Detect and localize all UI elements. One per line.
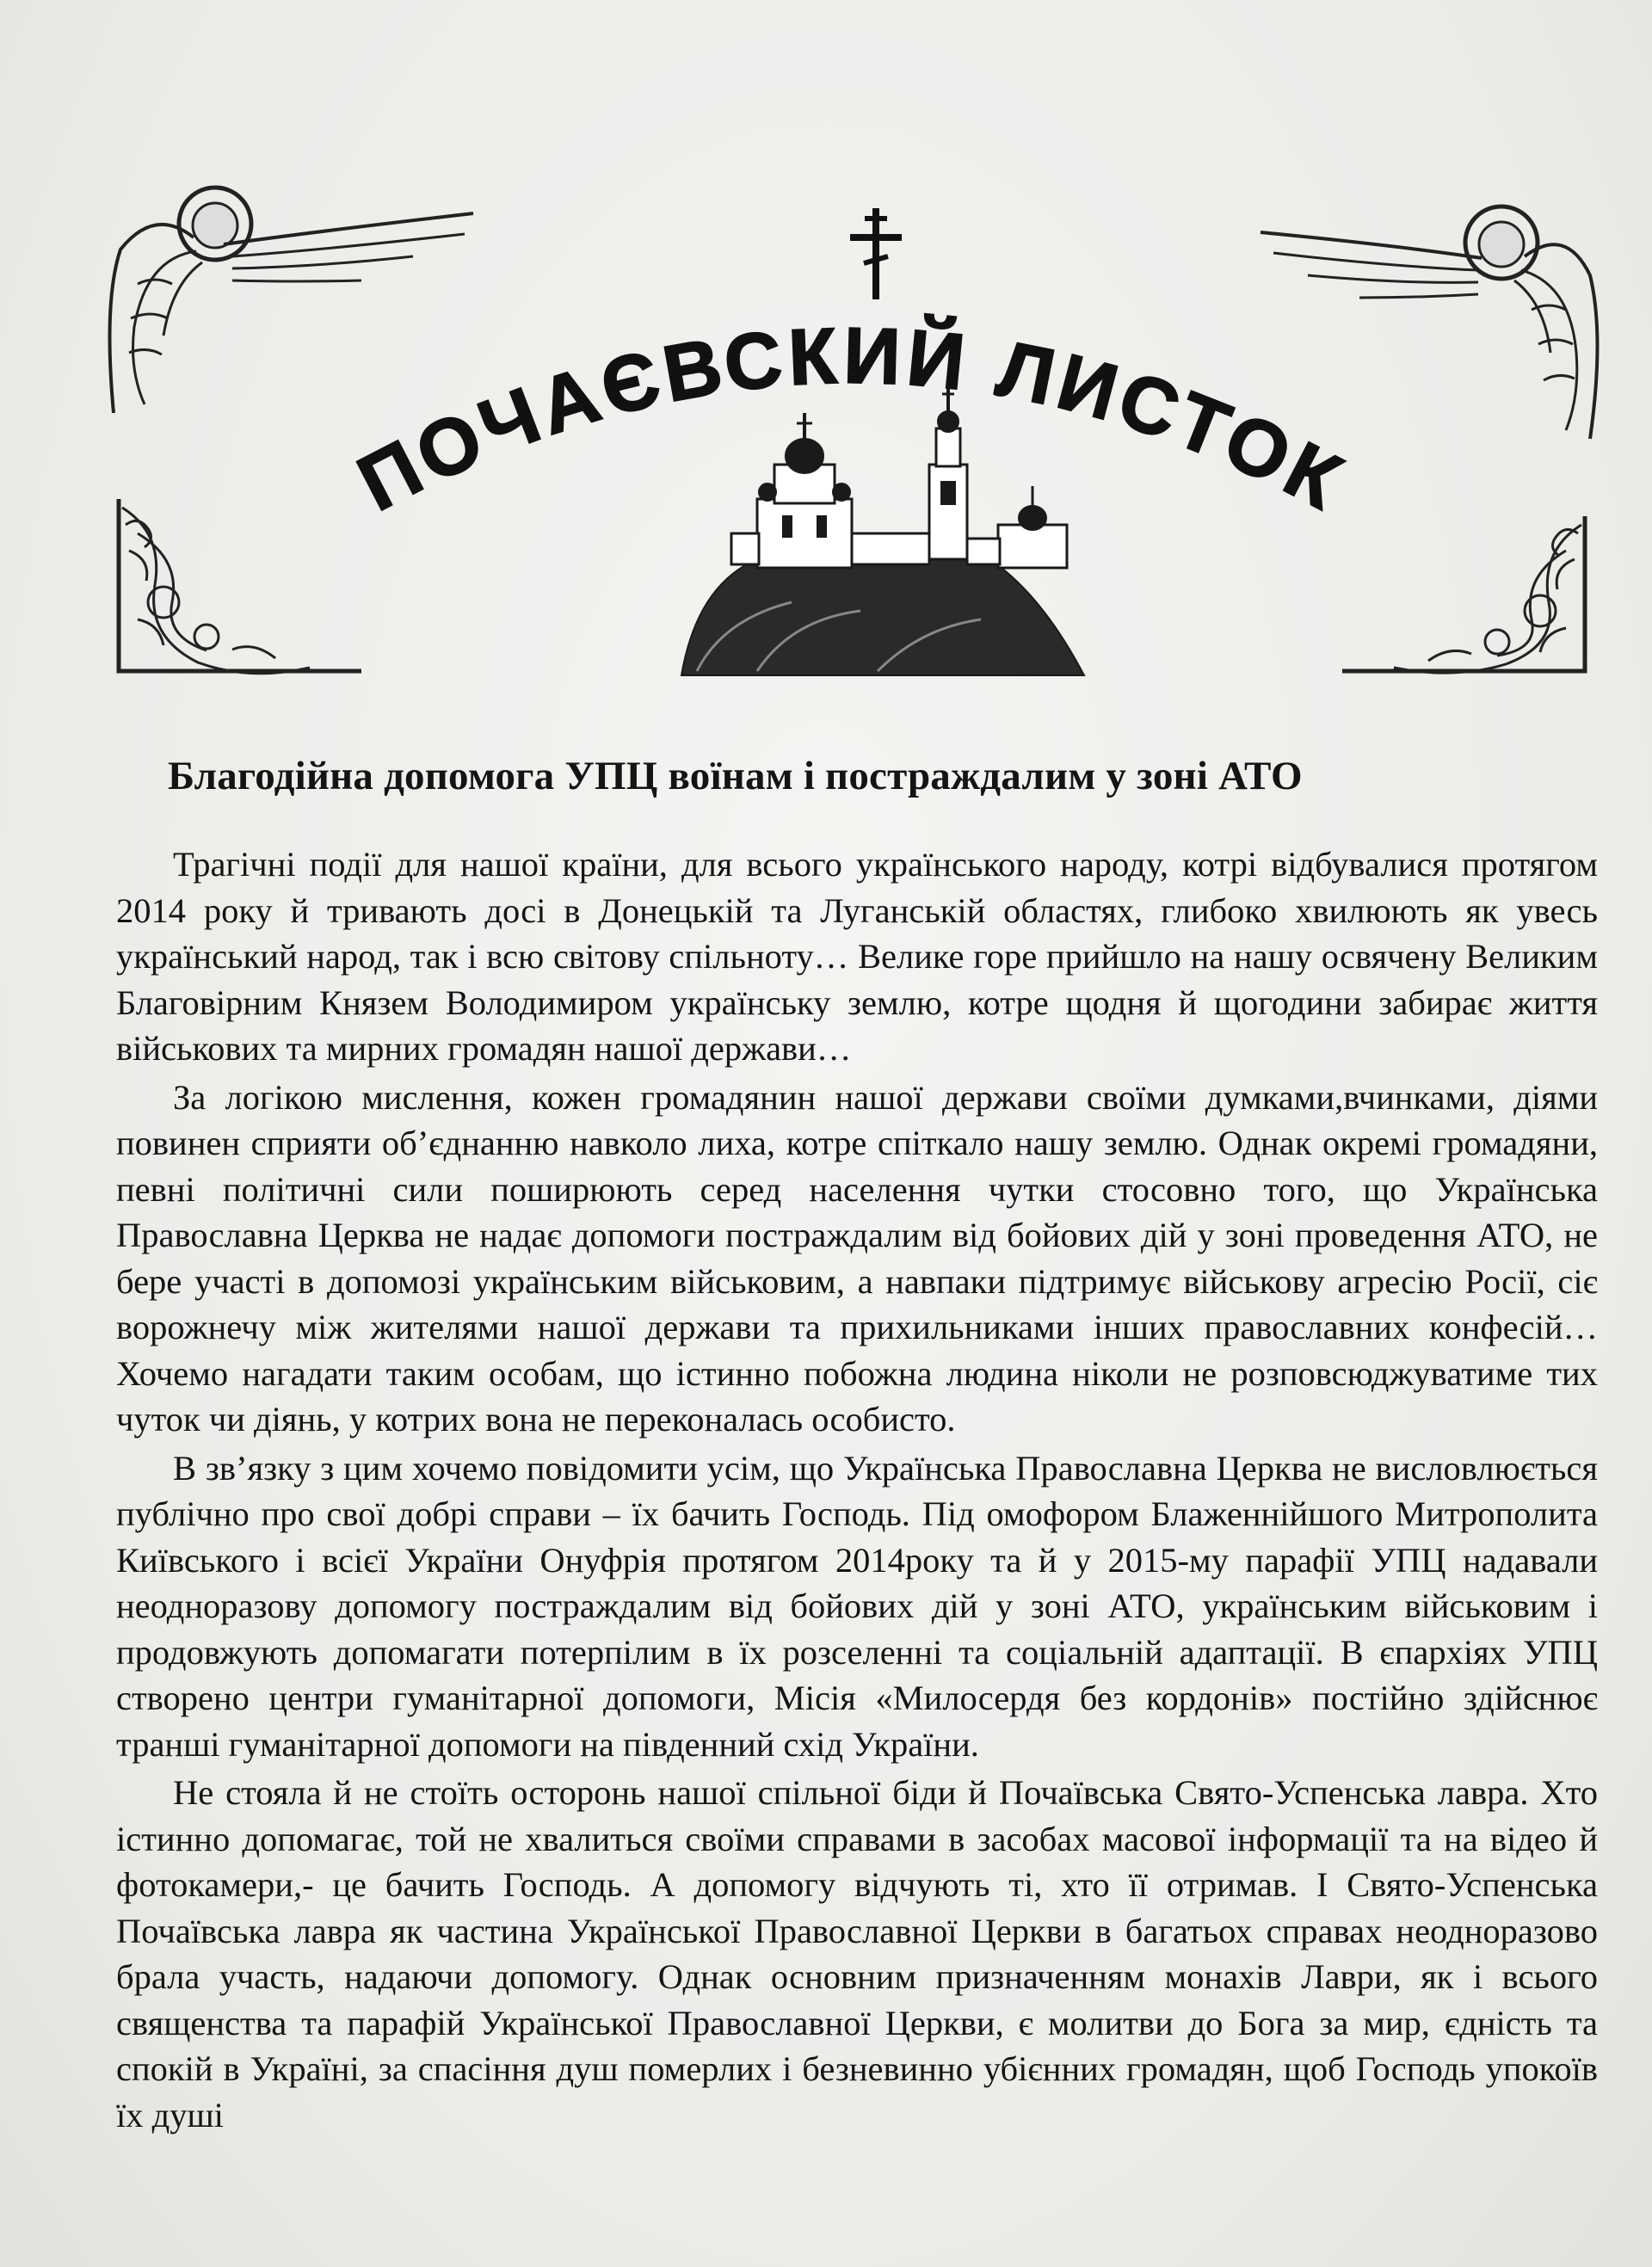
- ornament-right-icon: [1342, 516, 1585, 673]
- paragraph-4: Не стояла й не стоїть осторонь нашої спільної біди й Почаївська Свято-Успенська лавра. Хто істинно допомагає, той не хвалиться своїми справами в засобах масової інформації та на відео й фотокамери,- це бачить Господь. А допомогу відчують ті, хто її отримав. І Свято-Успенська Почаївська лавра як частина Української Православної Церкви в багатьох справах неодноразово брала участь, надаючи допомогу. Однак основним призначенням монахів Лаври, як і всього священства та парафій Української Православної Церкви, є молитви до Бога за мир, єдність та спокій в Україні, за спасіння душ померлих і безневинно убієнних громадян, щоб Господь упокоїв їх душі: [116, 1773, 1598, 2135]
- article-body: [116, 841, 1598, 2138]
- ornament-left-icon: [119, 499, 361, 674]
- masthead: [103, 155, 1600, 705]
- masthead-art: [103, 155, 1600, 705]
- article-headline: Благодійна допомога УПЦ воїнам і постраждалим у зоні АТО: [168, 754, 1303, 798]
- masthead-title: [345, 311, 1359, 527]
- lavra-monastery-icon: [681, 385, 1084, 675]
- paragraph-1: Трагічні події для нашої країни, для всього українського народу, котрі відбувалися протягом 2014 року й тривають досі в Донецькій та Луганській областях, глибоко хвилюють як увесь український народ, так і всю світову спільноту… Велике горе прийшло на нашу освячену Великим Благовірним Князем Володимиром українську землю, котре щодня й щогодини забирає життя військових та мирних громадян нашої держави…: [116, 845, 1598, 1068]
- paragraph-3: В зв’язку з цим хочемо повідомити усім, що Українська Православна Церква не висловлюється публічно про свої добрі справи – їх бачить Господь. Під омофором Блаженнійшого Митрополита Київського і всієї України Онуфрія протягом 2014року та й у 2015-му парафії УПЦ надавали неодноразову допомогу постраждалим від бойових дій у зоні АТО, українським військовим і продовжують допомагати потерпілим в їх розселенні та соціальній адаптації. В єпархіях УПЦ створено центри гуманітарної допомоги, Місія «Милосердя без кордонів» постійно здійснює транші гуманітарної допомоги на південний схід України.: [116, 1448, 1598, 1764]
- paragraph-2: За логікою мислення, кожен громадянин нашої держави своїми думками,вчинками, діями повинен сприяти об’єднанню навколо лиха, котре спіткало нашу землю. Однак окремі громадяни, певні політичні сили поширюють серед населення чутки стосовно того, що Українська Православна Церква не надає допомоги постраждалим від бойових дій у зоні проведення АТО, не бере участі в допомозі українським військовим, а навпаки підтримує військову агресію Росії, сіє ворожнечу між жителями нашої держави та прихильниками інших православних конфесій… Хочемо нагадати таким особам, що істинно побожна людина ніколи не розповсюджуватиме тих чуток чи діянь, у котрих вона не переконалась особисто.: [116, 1077, 1598, 1438]
- masthead-title-path: ПОЧАЄВСКИЙ ЛИСТОК: [344, 311, 1359, 528]
- angel-right-icon: [1261, 206, 1598, 439]
- angel-left-icon: [110, 188, 474, 413]
- orthodox-cross-icon: [850, 208, 902, 299]
